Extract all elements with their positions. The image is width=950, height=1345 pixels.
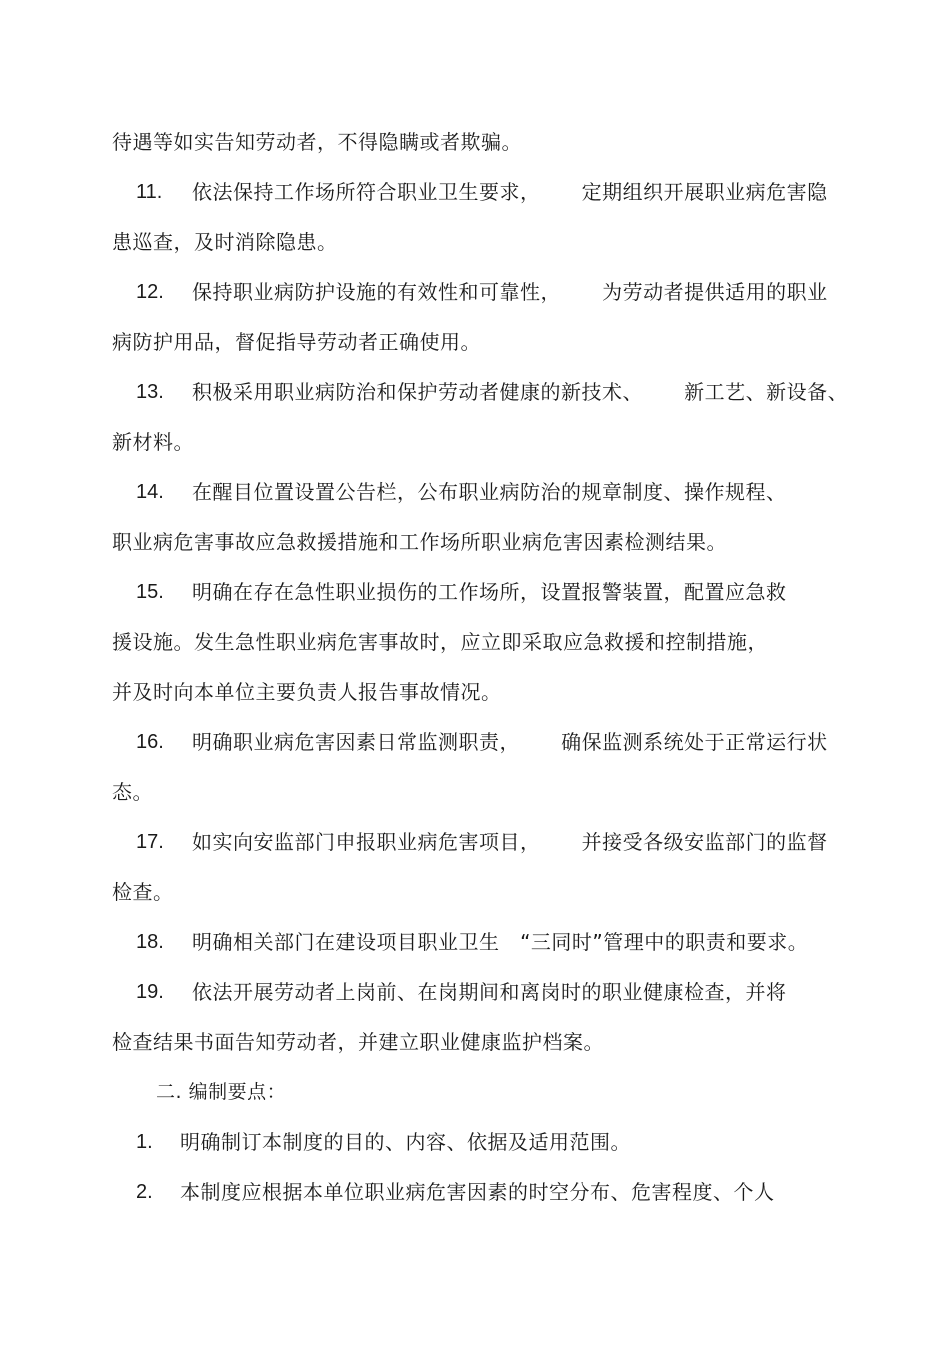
text-line: 新材料。 [112,430,194,454]
text-line: 依法开展劳动者上岗前、在岗期间和离岗时的职业健康检查，并将 [192,980,787,1004]
text-line: 在醒目位置设置公告栏，公布职业病防治的规章制度、操作规程、 [192,480,787,504]
item-number: 12. [136,281,164,303]
text-line: 明确制订本制度的目的、内容、依据及适用范围。 [180,1130,631,1154]
text-line: 依法保持工作场所符合职业卫生要求， 定期组织开展职业病危害隐 [192,180,828,204]
text-line: 明确在存在急性职业损伤的工作场所，设置报警装置，配置应急救 [192,580,787,604]
text-line: 并及时向本单位主要负责人报告事故情况。 [112,680,502,704]
item-number: 16. [136,731,164,753]
text-line: 态。 [112,780,153,804]
text-line: 待遇等如实告知劳动者，不得隐瞒或者欺骗。 [112,130,522,154]
text-line: 明确职业病危害因素日常监测职责， 确保监测系统处于正常运行状 [192,730,828,754]
text-line: 援设施。发生急性职业病危害事故时，应立即采取应急救援和控制措施， [112,630,768,654]
item-number: 18. [136,931,164,953]
item-number: 19. [136,981,164,1003]
text-line: 积极采用职业病防治和保护劳动者健康的新技术、 新工艺、新设备、 [192,380,849,404]
text-line: 如实向安监部门申报职业病危害项目， 并接受各级安监部门的监督 [192,830,828,854]
item-number: 1. [136,1131,153,1153]
text-line: 本制度应根据本单位职业病危害因素的时空分布、危害程度、个人 [180,1180,775,1204]
text-line: 明确相关部门在建设项目职业卫生 “三同时”管理中的职责和要求。 [192,930,809,954]
section-heading: 二. 编制要点： [156,1081,287,1103]
text-line: 检查结果书面告知劳动者，并建立职业健康监护档案。 [112,1030,604,1054]
item-number: 11. [136,181,163,203]
item-number: 2. [136,1181,153,1203]
text-line: 检查。 [112,880,174,904]
item-number: 17. [136,831,164,853]
text-line: 患巡查，及时消除隐患。 [112,230,338,254]
item-number: 15. [136,581,164,603]
text-line: 职业病危害事故应急救援措施和工作场所职业病危害因素检测结果。 [112,530,727,554]
text-line: 保持职业病防护设施的有效性和可靠性， 为劳动者提供适用的职业 [192,280,828,304]
text-line: 病防护用品，督促指导劳动者正确使用。 [112,330,481,354]
item-number: 14. [136,481,164,503]
item-number: 13. [136,381,164,403]
